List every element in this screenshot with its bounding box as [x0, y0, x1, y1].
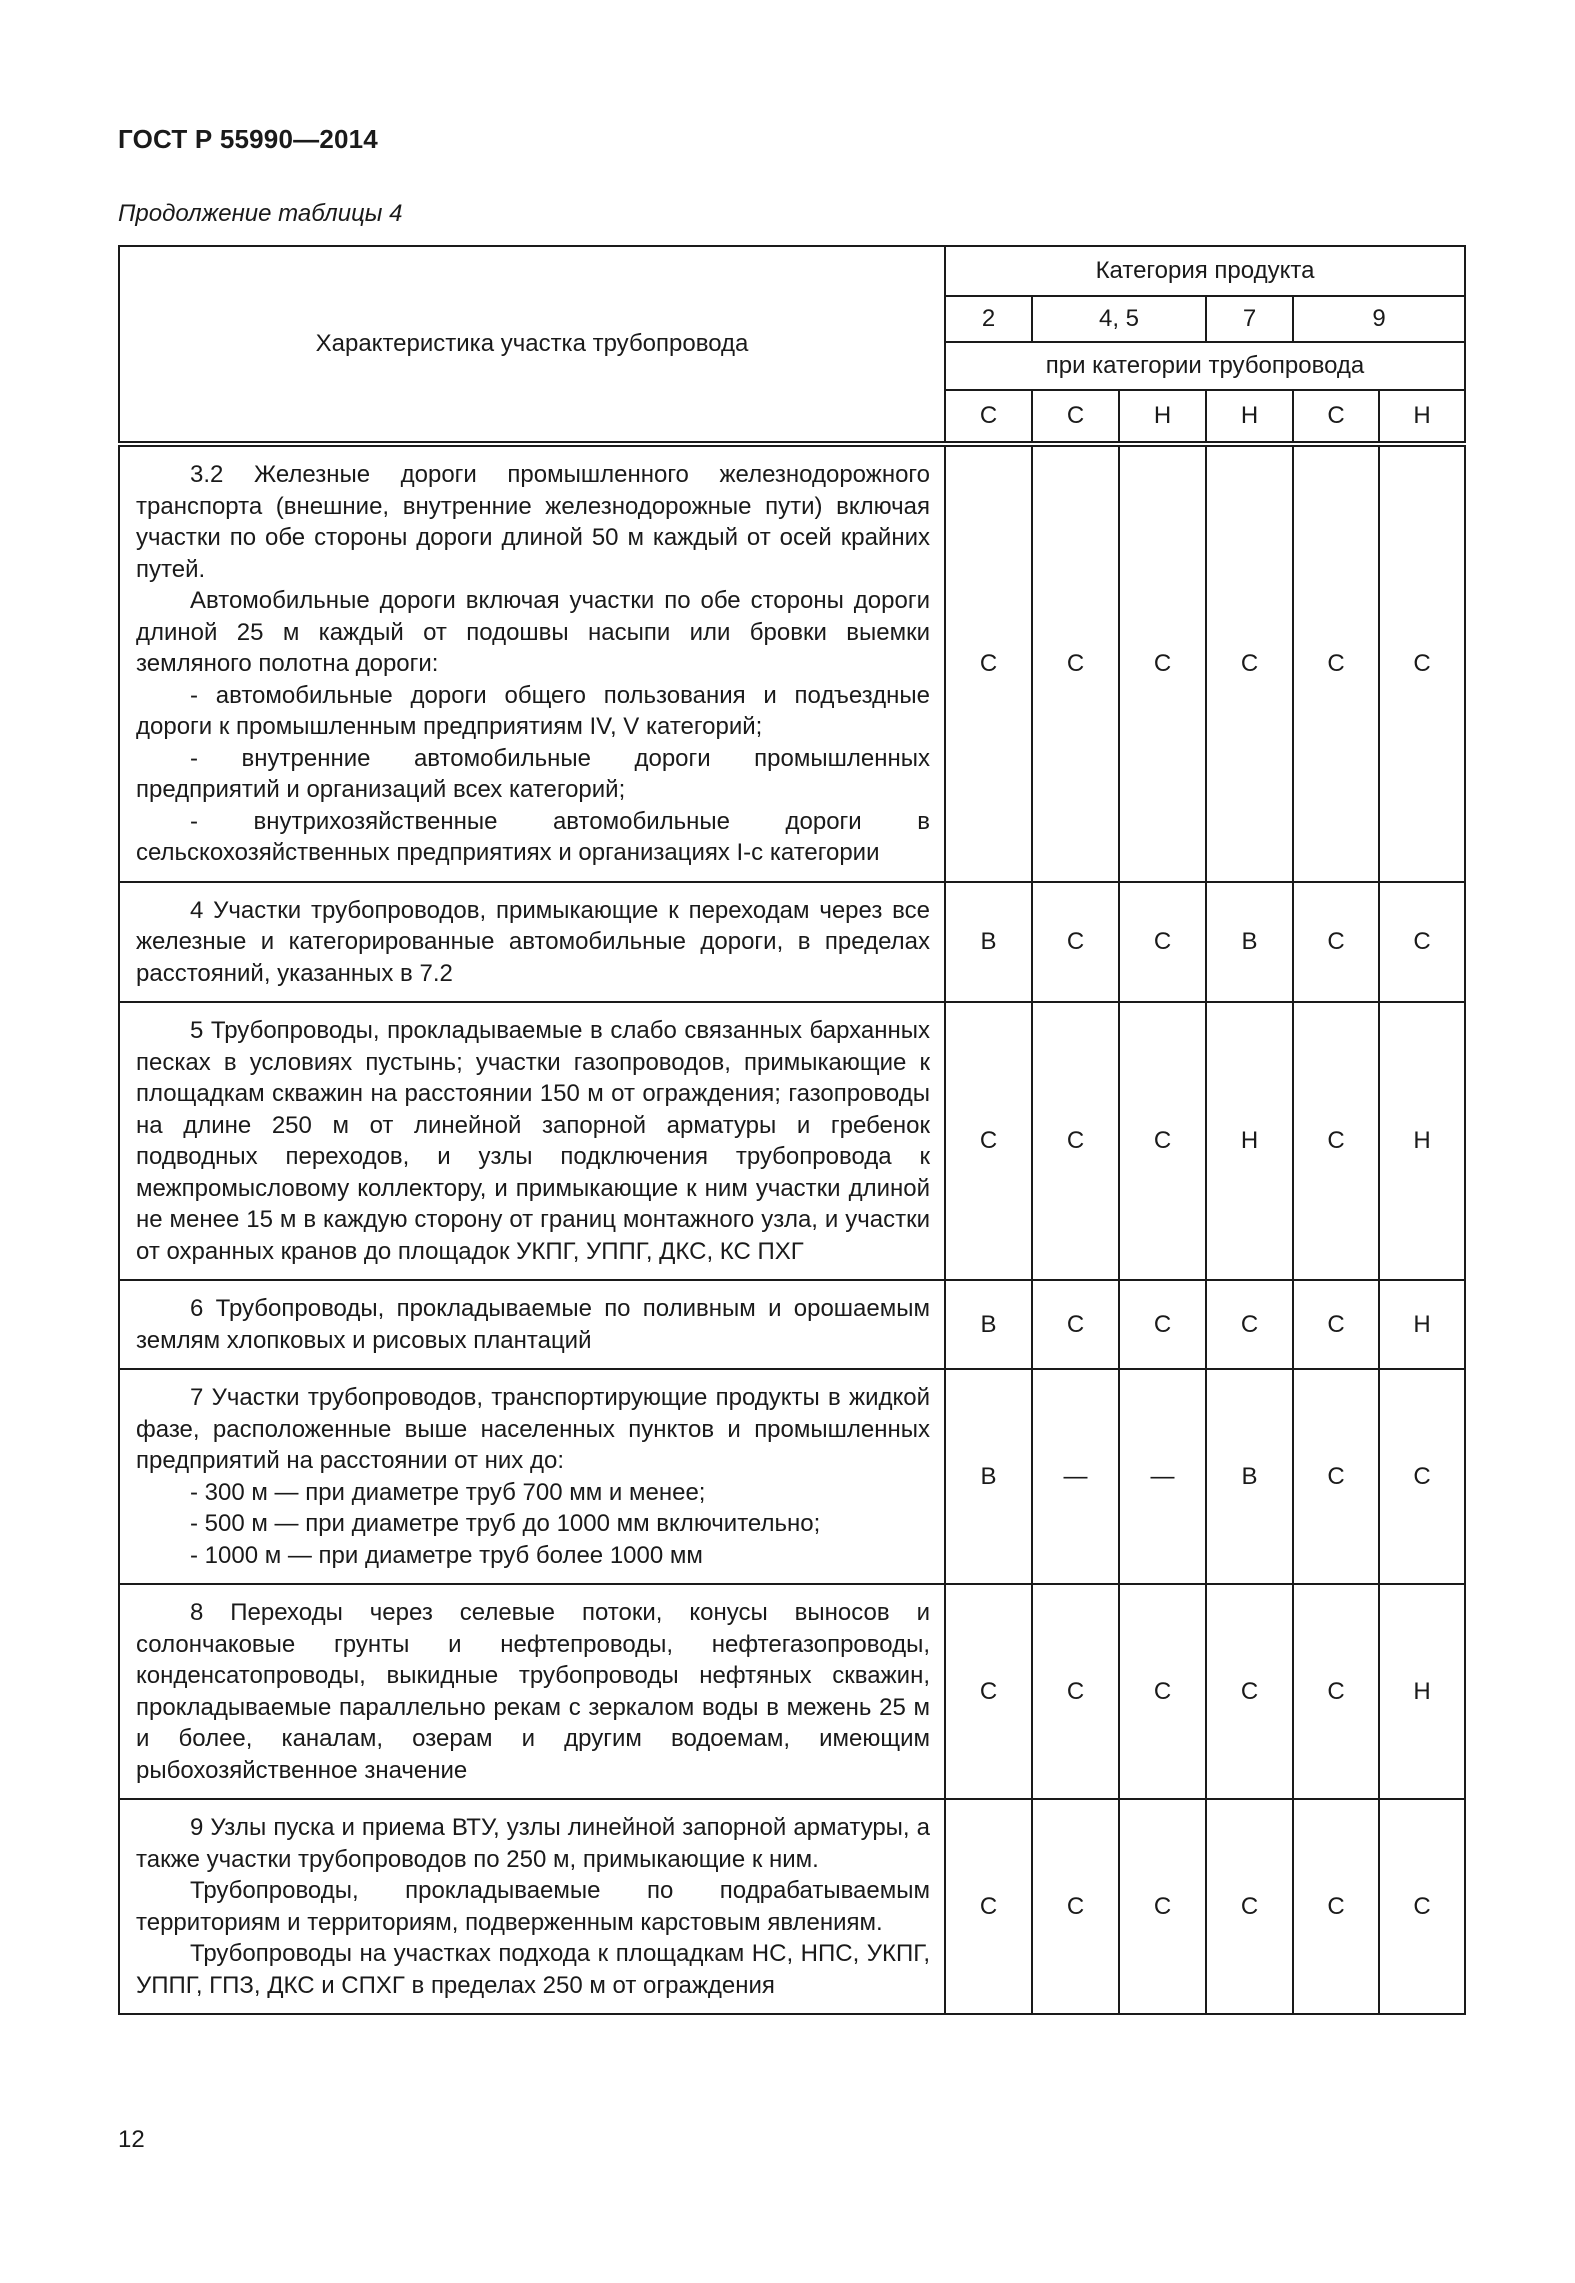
category-value-cell: С	[945, 1002, 1032, 1280]
description-paragraph: - внутрихозяйственные автомобильные дороги в сельскохозяйственных предприятиях и организациях I-с категории	[136, 807, 930, 866]
row-description	[119, 1584, 945, 1799]
category-value-cell: С	[1293, 1280, 1379, 1369]
description-paragraph: 7 Участки трубопроводов, транспортирующие продукты в жидкой фазе, расположенные выше населенных пунктов и промышленных предприятий на расстоянии от них до:	[136, 1384, 930, 1474]
category-value-cell: С	[1293, 1369, 1379, 1584]
pipeline-category-cell: Н	[1206, 390, 1293, 444]
category-value-cell: С	[945, 1584, 1032, 1799]
category-value-cell: —	[1119, 1369, 1206, 1584]
pipeline-category-cell: С	[945, 390, 1032, 444]
category-value-cell: С	[1379, 1799, 1465, 2014]
product-category-9: 9	[1293, 296, 1465, 342]
category-value-cell: —	[1032, 1369, 1119, 1584]
pipeline-category-cell: Н	[1119, 390, 1206, 444]
category-value-cell: В	[945, 1280, 1032, 1369]
product-category-7: 7	[1206, 296, 1293, 342]
category-value-cell: С	[1032, 882, 1119, 1003]
category-value-cell: С	[1119, 882, 1206, 1003]
category-value-cell: С	[1032, 1584, 1119, 1799]
product-category-4-5: 4, 5	[1032, 296, 1206, 342]
table-row	[119, 1280, 1465, 1369]
category-value-cell: С	[1119, 1584, 1206, 1799]
category-value-cell: С	[1206, 1584, 1293, 1799]
description-paragraph: Трубопроводы на участках подхода к площадкам НС, НПС, УКПГ, УППГ, ГПЗ, ДКС и СПХГ в пределах 250 м от ограждения	[136, 1940, 930, 1999]
pipeline-category-header: при категории трубопровода	[945, 342, 1465, 390]
description-paragraph: - автомобильные дороги общего пользования и подъездные дороги к промышленным предприятиям IV, V категорий;	[136, 681, 930, 740]
category-value-cell: С	[1379, 882, 1465, 1003]
table-row	[119, 1799, 1465, 2014]
category-value-cell: С	[1379, 444, 1465, 882]
category-value-cell: С	[1206, 1280, 1293, 1369]
category-value-cell: С	[1032, 1799, 1119, 2014]
description-paragraph: Автомобильные дороги включая участки по обе стороны дороги длиной 25 м каждый от подошвы насыпи или бровки выемки земляного полотна дороги:	[136, 587, 930, 677]
description-paragraph: 3.2 Железные дороги промышленного железнодорожного транспорта (внешние, внутренние железнодорожные пути) включая участки по обе стороны дороги длиной 50 м каждый от осей крайних путей.	[136, 461, 930, 583]
description-paragraph: - 1000 м — при диаметре труб более 1000 мм	[190, 1541, 703, 1569]
category-value-cell: С	[945, 1799, 1032, 2014]
category-value-cell: С	[1119, 1799, 1206, 2014]
pipeline-category-cell: С	[1293, 390, 1379, 444]
table-row	[119, 1002, 1465, 1280]
category-value-cell: С	[1119, 1280, 1206, 1369]
category-value-cell: В	[1206, 882, 1293, 1003]
description-paragraph: 9 Узлы пуска и приема ВТУ, узлы линейной запорной арматуры, а также участки трубопроводов по 250 м, примыкающие к ним.	[136, 1814, 930, 1873]
product-category-2: 2	[945, 296, 1032, 342]
description-paragraph: Трубопроводы, прокладываемые по подрабатываемым территориям и территориям, подверженным карстовым явлениям.	[136, 1877, 930, 1936]
description-paragraph: - 300 м — при диаметре труб 700 мм и менее;	[190, 1478, 706, 1506]
category-value-cell: Н	[1379, 1280, 1465, 1369]
category-value-cell: С	[1293, 1584, 1379, 1799]
row-description	[119, 444, 945, 882]
category-value-cell: В	[945, 882, 1032, 1003]
row-description	[119, 1369, 945, 1584]
row-description	[119, 1002, 945, 1280]
product-category-header: Категория продукта	[945, 246, 1465, 296]
category-table	[118, 245, 1466, 2015]
category-value-cell: С	[945, 444, 1032, 882]
row-description	[119, 1280, 945, 1369]
category-value-cell: С	[1293, 1799, 1379, 2014]
category-value-cell: С	[1032, 1280, 1119, 1369]
category-value-cell: В	[1206, 1369, 1293, 1584]
description-paragraph: - внутренние автомобильные дороги промышленных предприятий и организаций всех категорий;	[136, 744, 930, 803]
page-number: 12	[118, 2126, 145, 2153]
category-value-cell: С	[1206, 444, 1293, 882]
description-paragraph: 8 Переходы через селевые потоки, конусы выносов и солончаковые грунты и нефтепроводы, нефтегазопроводы, конденсатопроводы, выкидные трубопроводы нефтяных скважин, прокладываемые параллельно рекам с зеркалом воды в межень 25 м и более, каналам, озерам и другим водоемам, имеющим рыбохозяйственное значение	[136, 1599, 930, 1784]
category-value-cell: С	[1206, 1799, 1293, 2014]
category-value-cell: С	[1293, 1002, 1379, 1280]
category-value-cell: Н	[1379, 1002, 1465, 1280]
category-value-cell: С	[1032, 1002, 1119, 1280]
description-paragraph: 6 Трубопроводы, прокладываемые по поливным и орошаемым землям хлопковых и рисовых плантаций	[136, 1295, 930, 1354]
description-paragraph: - 500 м — при диаметре труб до 1000 мм включительно;	[190, 1510, 821, 1537]
category-value-cell: С	[1032, 444, 1119, 882]
description-paragraph: 5 Трубопроводы, прокладываемые в слабо связанных барханных песках в условиях пустынь; участки газопроводов, примыкающие к площадкам скважин на расстоянии 150 м от ограждения; газопроводы на длине 250 м от линейной запорной арматуры и гребенок подводных переходов, и узлы подключения трубопровода к межпромысловому коллектору, и примыкающие к ним участки длиной не менее 15 м в каждую сторону от границ монтажного узла, и участки от охранных кранов до площадок УКПГ, УППГ, ДКС, КС ПХГ	[136, 1017, 930, 1265]
pipeline-category-cell: С	[1032, 390, 1119, 444]
description-paragraph: 4 Участки трубопроводов, примыкающие к переходам через все железные и категорированные автомобильные дороги, в пределах расстояний, указанных в 7.2	[136, 896, 930, 987]
row-description	[119, 882, 945, 1003]
category-value-cell: С	[1293, 882, 1379, 1003]
table-row	[119, 1369, 1465, 1584]
table-row	[119, 444, 1465, 882]
row-description	[119, 1799, 945, 2014]
category-value-cell: Н	[1206, 1002, 1293, 1280]
characteristic-header: Характеристика участка трубопровода	[119, 246, 945, 444]
category-value-cell: С	[1119, 1002, 1206, 1280]
category-value-cell: С	[1293, 444, 1379, 882]
category-value-cell: В	[945, 1369, 1032, 1584]
pipeline-category-cell: Н	[1379, 390, 1465, 444]
category-value-cell: С	[1119, 444, 1206, 882]
table-row	[119, 882, 1465, 1003]
category-value-cell: Н	[1379, 1584, 1465, 1799]
category-value-cell: С	[1379, 1369, 1465, 1584]
table-row	[119, 1584, 1465, 1799]
table-caption: Продолжение таблицы 4	[118, 200, 403, 227]
document-code: ГОСТ Р 55990—2014	[118, 124, 378, 154]
